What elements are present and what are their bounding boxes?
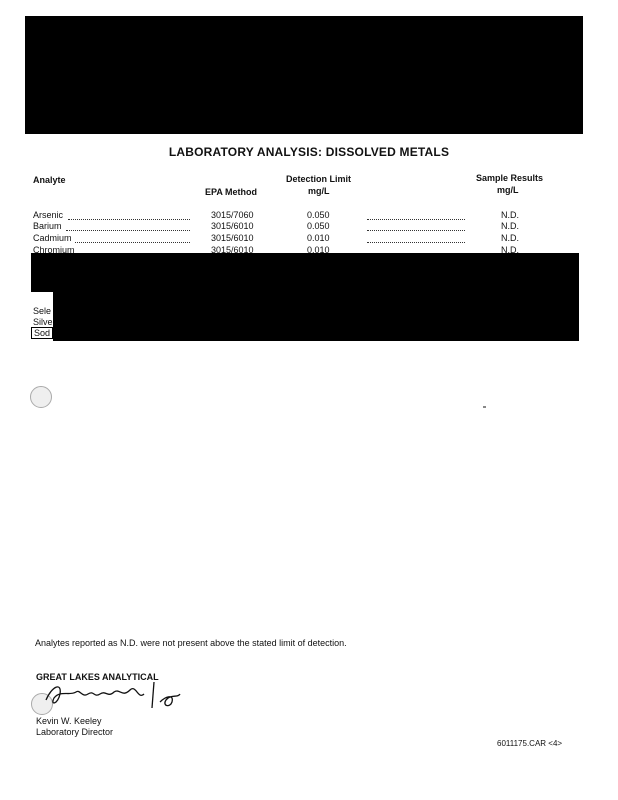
signer-name: Kevin W. Keeley bbox=[36, 716, 102, 726]
header-sample-results: Sample Results bbox=[476, 173, 544, 183]
header-epa-method: EPA Method bbox=[205, 187, 257, 197]
dot-leader bbox=[75, 242, 190, 243]
epa-method: 3015/7060 bbox=[211, 210, 254, 220]
detection-limit: 0.010 bbox=[307, 245, 330, 253]
signature-graphic bbox=[42, 676, 192, 712]
sample-result: N.D. bbox=[501, 245, 519, 253]
partial-analyte-silver: Silve bbox=[33, 317, 53, 327]
detection-limit: 0.050 bbox=[307, 210, 330, 220]
analyte-name: Arsenic bbox=[33, 210, 64, 220]
detection-limit: 0.050 bbox=[307, 221, 330, 231]
dot-leader bbox=[367, 242, 465, 243]
sample-result: N.D. bbox=[501, 221, 519, 231]
epa-method: 3015/6010 bbox=[211, 245, 254, 253]
analyte-name: Chromium bbox=[33, 245, 75, 253]
sample-result: N.D. bbox=[501, 210, 519, 220]
row-chromium-partial bbox=[0, 245, 618, 253]
analyte-name: Cadmium bbox=[33, 233, 72, 243]
detection-limit: 0.010 bbox=[307, 233, 330, 243]
header-detection-units: mg/L bbox=[308, 186, 330, 196]
scan-speck bbox=[483, 406, 486, 408]
analyte-name: Barium bbox=[33, 221, 62, 231]
partial-analyte-selenium: Sele bbox=[33, 306, 52, 316]
dot-leader bbox=[68, 219, 190, 220]
company-name: GREAT LAKES ANALYTICAL bbox=[36, 672, 159, 682]
redaction-block-middle bbox=[31, 253, 579, 292]
document-id: 6011175.CAR <4> bbox=[497, 739, 563, 748]
header-analyte: Analyte bbox=[33, 175, 66, 185]
partial-analyte-sodium: Sod bbox=[31, 327, 53, 339]
footer-note: Analytes reported as N.D. were not present above the stated limit of detection. bbox=[35, 638, 347, 648]
sample-result: N.D. bbox=[501, 233, 519, 243]
dot-leader bbox=[66, 230, 190, 231]
redaction-block-lower bbox=[53, 291, 579, 341]
header-results-units: mg/L bbox=[497, 185, 519, 195]
signer-title: Laboratory Director bbox=[36, 727, 114, 737]
epa-method: 3015/6010 bbox=[211, 233, 254, 243]
redaction-block-top bbox=[25, 16, 583, 134]
dot-leader bbox=[367, 219, 465, 220]
epa-method: 3015/6010 bbox=[211, 221, 254, 231]
hole-punch-icon bbox=[30, 386, 52, 408]
header-detection-limit: Detection Limit bbox=[286, 174, 352, 184]
report-title: LABORATORY ANALYSIS: DISSOLVED METALS bbox=[168, 145, 450, 159]
dot-leader bbox=[367, 230, 465, 231]
